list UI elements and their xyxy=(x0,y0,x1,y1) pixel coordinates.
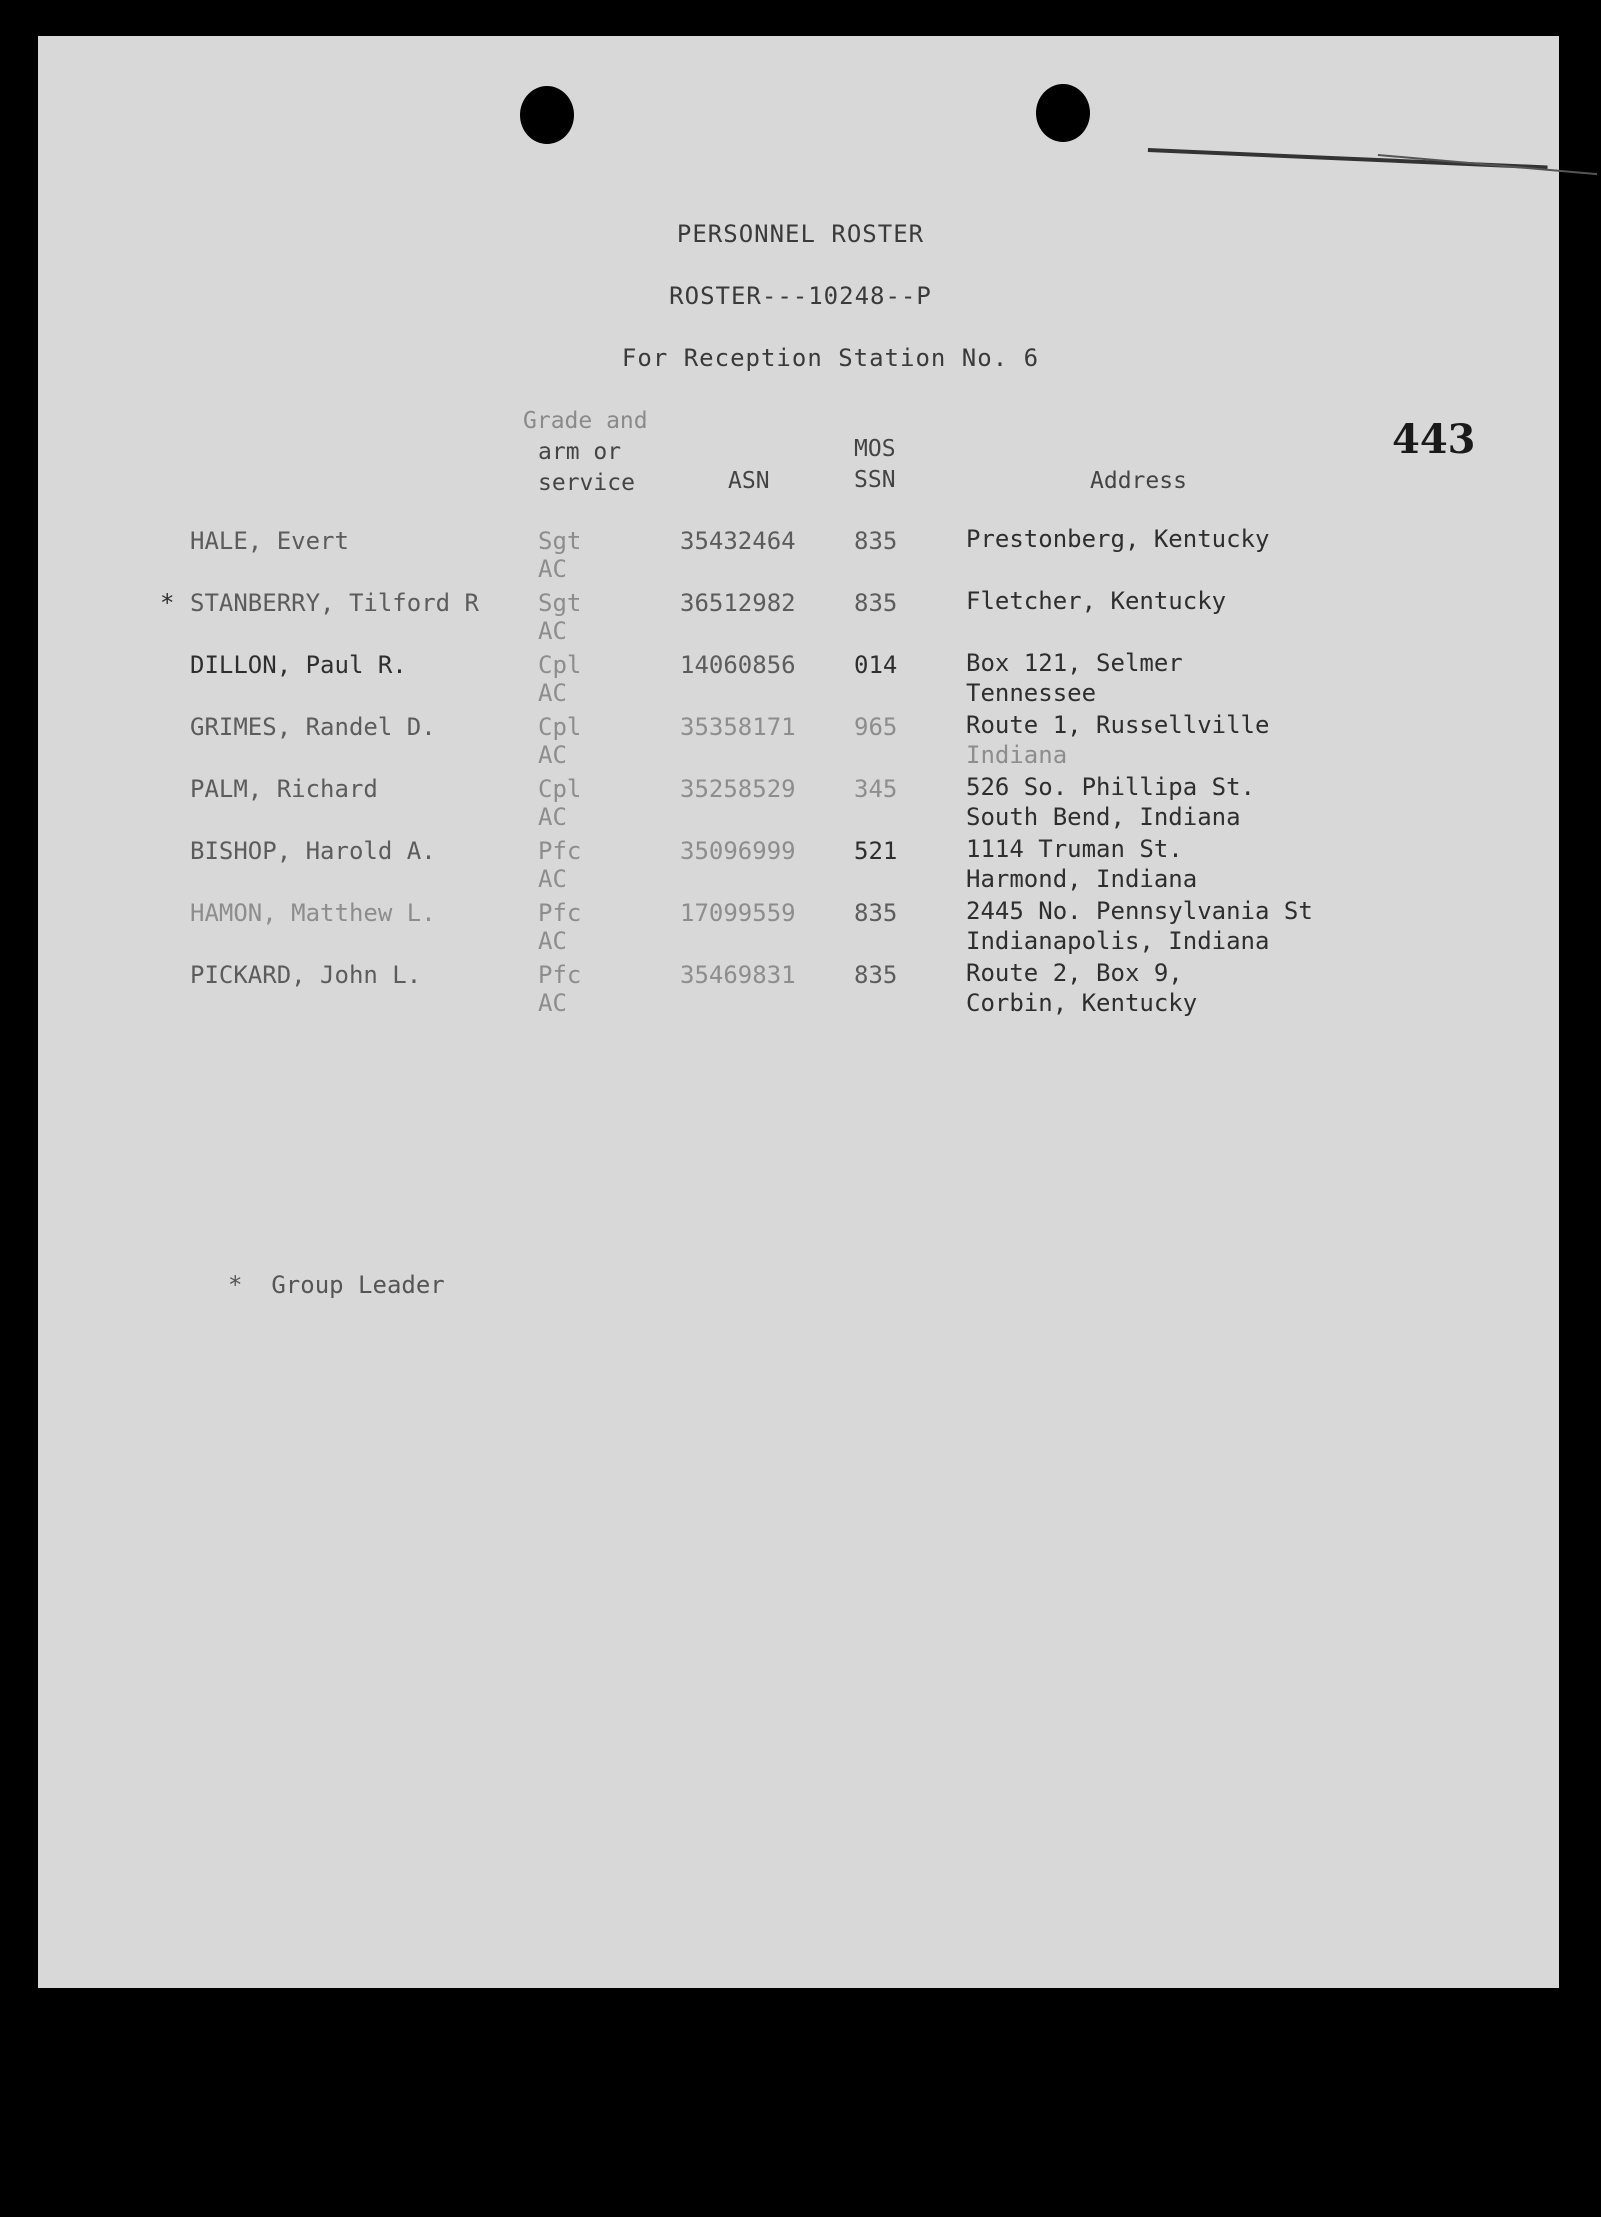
row-name: BISHOP, Harold A. xyxy=(190,837,436,865)
row-address-1: 1114 Truman St. xyxy=(966,835,1183,863)
row-mos: 835 xyxy=(854,899,898,927)
row-name: HALE, Evert xyxy=(190,527,349,555)
row-address-1: Route 1, Russellville xyxy=(966,711,1270,739)
row-mos: 014 xyxy=(854,651,898,679)
row-asn: 17099559 xyxy=(680,899,796,927)
row-arm: AC xyxy=(538,555,567,583)
row-arm: AC xyxy=(538,803,567,831)
row-mos: 521 xyxy=(854,837,898,865)
row-arm: AC xyxy=(538,989,567,1017)
row-address-2: Indianapolis, Indiana xyxy=(966,927,1270,955)
col-header-mos-2: SSN xyxy=(854,467,896,493)
col-header-mos-1: MOS xyxy=(854,436,896,462)
row-grade: Pfc xyxy=(538,961,582,989)
row-asn: 36512982 xyxy=(680,589,796,617)
row-name: PALM, Richard xyxy=(190,775,378,803)
footnote-group-leader: * Group Leader xyxy=(228,1271,445,1299)
punch-hole-right xyxy=(1036,84,1090,142)
row-address-2: South Bend, Indiana xyxy=(966,803,1241,831)
row-asn: 35432464 xyxy=(680,527,796,555)
row-address-1: Fletcher, Kentucky xyxy=(966,587,1227,615)
document-title: PERSONNEL ROSTER xyxy=(676,220,925,248)
col-header-asn: ASN xyxy=(728,468,770,494)
row-grade: Cpl xyxy=(538,713,582,741)
col-header-grade-2: arm or xyxy=(538,439,622,465)
row-address-1: Box 121, Selmer xyxy=(966,649,1183,677)
row-address-2: Tennessee xyxy=(966,679,1097,707)
row-address-1: 2445 No. Pennsylvania St xyxy=(966,897,1313,925)
row-mos: 345 xyxy=(854,775,898,803)
col-header-address: Address xyxy=(1090,468,1187,494)
row-address-2: Corbin, Kentucky xyxy=(966,989,1198,1017)
page-number: 443 xyxy=(1392,416,1476,463)
row-address-2: Indiana xyxy=(966,741,1068,769)
row-arm: AC xyxy=(538,679,567,707)
row-arm: AC xyxy=(538,617,567,645)
punch-hole-left xyxy=(520,86,574,144)
row-name: DILLON, Paul R. xyxy=(190,651,407,679)
row-name: GRIMES, Randel D. xyxy=(190,713,436,741)
row-asn: 35096999 xyxy=(680,837,796,865)
row-address-1: 526 So. Phillipa St. xyxy=(966,773,1255,801)
row-grade: Cpl xyxy=(538,775,582,803)
row-arm: AC xyxy=(538,865,567,893)
row-name: HAMON, Matthew L. xyxy=(190,899,436,927)
row-mos: 835 xyxy=(854,589,898,617)
col-header-grade-3: service xyxy=(538,470,635,496)
document-subtitle: For Reception Station No. 6 xyxy=(621,344,1040,372)
row-arm: AC xyxy=(538,927,567,955)
row-mos: 835 xyxy=(854,961,898,989)
row-grade: Cpl xyxy=(538,651,582,679)
row-name: STANBERRY, Tilford R xyxy=(190,589,479,617)
document-page xyxy=(38,36,1559,1988)
row-name: PICKARD, John L. xyxy=(190,961,422,989)
row-grade: Pfc xyxy=(538,899,582,927)
row-address-2: Harmond, Indiana xyxy=(966,865,1198,893)
row-address-1: Route 2, Box 9, xyxy=(966,959,1183,987)
row-asn: 35358171 xyxy=(680,713,796,741)
row-asn: 35258529 xyxy=(680,775,796,803)
row-grade: Sgt xyxy=(538,527,582,555)
row-grade: Pfc xyxy=(538,837,582,865)
row-mos: 835 xyxy=(854,527,898,555)
roster-id: ROSTER---10248--P xyxy=(669,282,932,310)
row-marker: * xyxy=(160,589,175,617)
row-address-1: Prestonberg, Kentucky xyxy=(966,525,1270,553)
row-asn: 35469831 xyxy=(680,961,796,989)
col-header-grade-1: Grade and xyxy=(523,408,648,434)
row-mos: 965 xyxy=(854,713,898,741)
row-arm: AC xyxy=(538,741,567,769)
row-asn: 14060856 xyxy=(680,651,796,679)
row-grade: Sgt xyxy=(538,589,582,617)
